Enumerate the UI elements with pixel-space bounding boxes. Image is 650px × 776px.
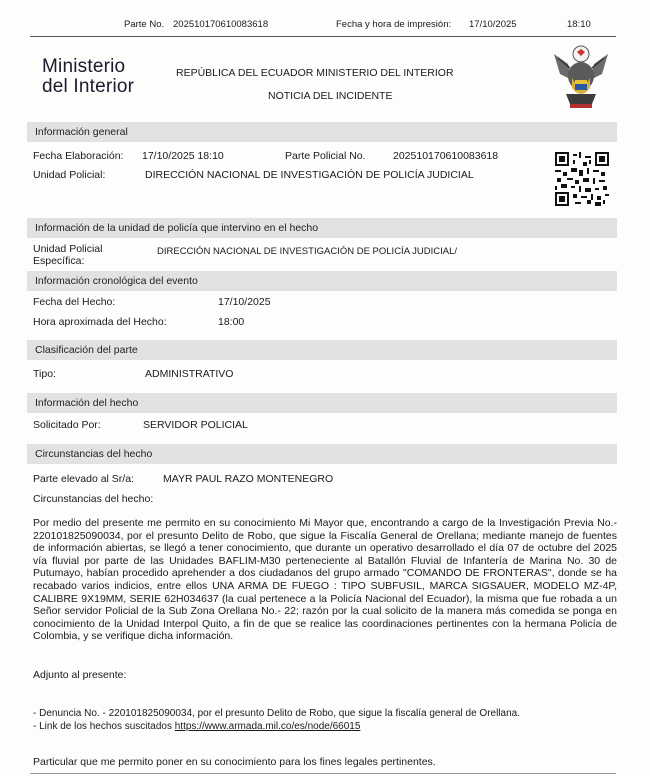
top-divider [30, 36, 616, 37]
fecha-hecho-label: Fecha del Hecho: [33, 296, 116, 308]
circunstancias-paragraph: Por medio del presente me permito en su conocimiento Mi Mayor que, encontrando a cargo de la Investigación Previa No.- 220101825090034, por el presunto Delito de Robo, que sigue la Fiscalía General de Orellana; mediante manejo de fuentes de información abiertas, se llegó a tener conocimiento, que durante un operativo desarrollado el día 07 de octubre del 2025 vía fluvial por parte de las Unidades BAFLIM-M30 perteneciente al Batallón Fluvial de Infantería de Marina No. 30 de Putumayo, habían procedido aprehender a dos ciudadanos del grupo armado "COMANDO DE FRONTERAS", donde se ha recabado varios indicios, entre ellos UNA ARMA DE FUEGO : TIPO SUBFUSIL, MARCA SIGSAUER, MODELO MZ-4P, CALIBRE 9X19MM, SERIE 62H034637 (la cual pertenece a la Policía Nacional del Ecuador), la misma que fue robada a un Señor servidor Policial de la Sub Zona Orellana No.- 22; razón por la cual solicito de la manera más comedida se ponga en conocimiento de la Unidad Interpol Quito, a fin de que se realice las coordinaciones pertinentes con la hermana Policía de Colombia, y se verifique dicha información. [33, 517, 617, 643]
print-date-label: Fecha y hora de impresión: [336, 19, 452, 30]
closing-text: Particular que me permito poner en su conocimiento para los fines legales pertinentes. [33, 756, 436, 768]
adjunto-item-denuncia: - Denuncia No. - 220101825090034, por el presunto Delito de Robo, que sigue la fiscalía general de Orellana. [33, 708, 520, 719]
logo-line-1: Ministerio [42, 56, 126, 77]
parte-policial-label: Parte Policial No. [285, 150, 366, 162]
print-time-value: 18:10 [567, 19, 591, 30]
adjunto-link-prefix: - Link de los hechos suscitados [33, 721, 175, 732]
section-unidad-intervino: Información de la unidad de policía que intervino en el hecho [27, 218, 617, 238]
document-subtitle: NOTICIA DEL INCIDENTE [268, 90, 393, 102]
document-title: REPÚBLICA DEL ECUADOR MINISTERIO DEL INTERIOR [176, 67, 454, 79]
adjunto-label: Adjunto al presente: [33, 669, 127, 681]
tipo-label: Tipo: [33, 368, 56, 380]
qr-code-icon [555, 152, 609, 206]
section-cronologica: Información cronológica del evento [27, 271, 617, 291]
fecha-elaboracion-label: Fecha Elaboración: [33, 150, 124, 162]
hora-hecho-label: Hora aproximada del Hecho: [33, 316, 167, 328]
circunstancias-label: Circunstancias del hecho: [33, 493, 154, 505]
parte-policial-value: 202510170610083618 [393, 150, 499, 162]
adjunto-item-link [33, 720, 360, 733]
unidad-especifica-value: DIRECCIÓN NACIONAL DE INVESTIGACIÓN DE POLICÍA JUDICIAL/ [157, 246, 458, 257]
solicitado-value: SERVIDOR POLICIAL [143, 419, 248, 431]
logo-line-2: del Interior [42, 76, 135, 97]
tipo-value: ADMINISTRATIVO [145, 368, 234, 380]
solicitado-label: Solicitado Por: [33, 419, 101, 431]
fecha-elaboracion-value: 17/10/2025 18:10 [142, 150, 224, 162]
fecha-hecho-value: 17/10/2025 [218, 296, 271, 308]
armada-link[interactable]: https://www.armada.mil.co/es/node/66015 [174, 721, 361, 732]
section-circunstancias: Circunstancias del hecho [27, 444, 617, 464]
parte-elevado-value: MAYR PAUL RAZO MONTENEGRO [163, 473, 334, 485]
print-parte-label: Parte No. [124, 19, 165, 30]
police-emblem-icon [550, 44, 612, 110]
hora-hecho-value: 18:00 [218, 316, 245, 328]
section-clasificacion: Clasificación del parte [27, 340, 617, 360]
parte-elevado-label: Parte elevado al Sr/a: [33, 473, 134, 485]
unidad-policial-label: Unidad Policial: [33, 169, 106, 181]
section-informacion-hecho: Información del hecho [27, 393, 617, 413]
unidad-especifica-label-2: Específica: [33, 255, 85, 267]
ministry-logo [42, 57, 134, 97]
print-date-value: 17/10/2025 [469, 19, 517, 30]
unidad-especifica-label-1: Unidad Policial [33, 243, 103, 255]
print-parte-value: 202510170610083618 [173, 19, 269, 30]
bottom-divider [30, 773, 616, 774]
unidad-policial-value: DIRECCIÓN NACIONAL DE INVESTIGACIÓN DE POLICÍA JUDICIAL [145, 169, 474, 181]
section-informacion-general: Información general [27, 122, 617, 142]
